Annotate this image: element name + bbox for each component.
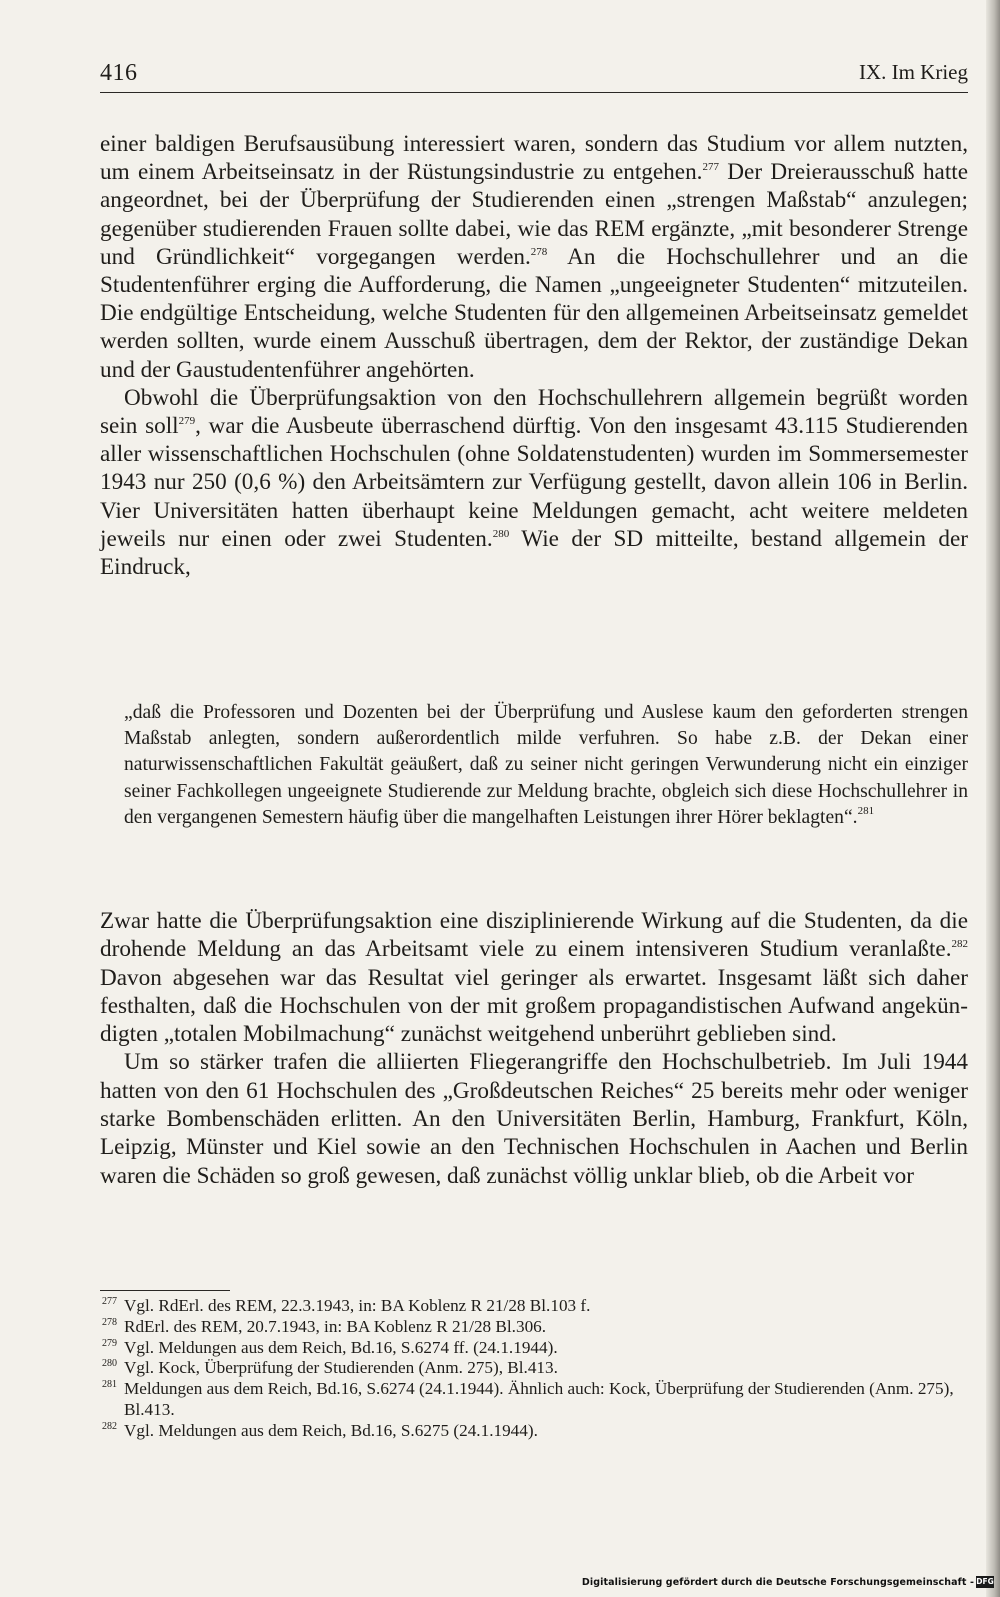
paragraph-2-text-a: Obwohl die Überprüfungsaktion von den Hochschullehrern allgemein begrüßt worden sein soll [100,384,968,440]
footnote-281 [100,1379,968,1421]
main-text-lower [100,907,968,1190]
page-edge-shadow [986,0,1000,1597]
paragraph-3-text-a: Zwar hatte die Überprüfungsaktion eine disziplinierende Wirkung auf die Studenten, da die drohende Meldung an das Arbeitsamt viele zu einem intensiveren Studium veranlaßte. [100,908,968,963]
paragraph-2 [100,384,968,581]
page-number: 416 [100,60,138,86]
paragraph-3 [100,907,968,1048]
footnote-ref-280: 280 [492,527,510,540]
footnote-number: 279 [102,1337,117,1349]
dfg-logo: DFG [976,1577,994,1586]
footnotes [100,1296,968,1442]
footnote-277 [100,1296,968,1317]
paragraph-1-text-a: einer baldigen Berufsausübung interessiert waren, sondern das Studium vor allem nutzten, um einem Arbeitseinsatz in der Rüstungsindustrie zu entgehen. [100,131,968,186]
footnote-text: Vgl. RdErl. des REM, 22.3.1943, in: BA Koblenz R 21/28 Bl.103 f. [124,1296,591,1315]
footnote-ref-278: 278 [530,245,548,258]
footnote-text: Vgl. Meldungen aus dem Reich, Bd.16, S.6274 ff. (24.1.1944). [124,1337,558,1357]
paragraph-1-text-c: An die Hochschullehrer und an die Studentenführer erging die Aufforderung, die Namen „ungeeigneter Studenten“ mitzuteilen. Die endgültige Entscheidung, welche Studenten für den allgemeinen Arbeitseinsatz gemeldet werden sollten, wurde einem Ausschuß übertragen, dem der Rektor, der zuständige Dekan und der Gaustudentenführer angehörten. [100,243,968,383]
footnote-280 [100,1358,968,1379]
footnote-ref-282: 282 [951,938,968,951]
page-header [100,60,968,93]
footnote-278 [100,1317,968,1338]
paragraph-1-text-b: Der Dreierausschuß hatte angeordnet, bei der Überprüfung der Studierenden einen „strengen Maßstab“ anzulegen; gegenüber studierenden Frauen sollte dabei, wie das REM ergänzte, „mit besonderer Strenge und Gründlichkeit“ vorgegangen werden. [100,159,969,270]
footnote-text: Vgl. Kock, Überprüfung der Studierenden (Anm. 275), Bl.413. [124,1358,558,1378]
quote-text: „daß die Professoren und Dozenten bei der Überprüfung und Auslese kaum den geforderten strengen Maßstab anlegten, sondern außerordentlich milde verfuhren. So habe z.B. der Dekan einer naturwissenschaftlichen Fakultät geäußert, daß zu seiner nicht geringen Verwunderung nicht ein einziger seiner Fachkollegen ungeeignete Studierende zur Meldung brachte, obgleich sich diese Hochschullehrer in den vergangenen Semestern häufig über die mangelhaften Leistungen ihrer Hörer beklagten“. [124,702,968,828]
footnote-ref-279: 279 [178,415,196,428]
quote-paragraph [124,700,968,831]
digitization-credit: Digitalisierung gefördert durch die Deutsche Forschungsgemeinschaft - [581,1577,974,1588]
footnote-ref-281: 281 [857,804,875,817]
footnote-number: 280 [102,1358,117,1370]
footnote-text: RdErl. des REM, 20.7.1943, in: BA Koblenz R 21/28 Bl.306. [124,1316,547,1336]
footnote-number: 277 [102,1296,117,1307]
footnote-number: 281 [102,1379,117,1391]
footnote-text: Vgl. Meldungen aus dem Reich, Bd.16, S.6275 (24.1.1944). [124,1420,538,1440]
footnote-text: Meldungen aus dem Reich, Bd.16, S.6274 (24.1.1944). Ähnlich auch: Kock, Überprüfung der Studierenden (Anm. 275), Bl.413. [124,1379,954,1419]
paragraph-1 [100,130,968,384]
footnote-number: 278 [102,1316,117,1328]
footnote-ref-277: 277 [702,161,719,174]
footnote-279 [100,1338,968,1359]
footnote-divider [100,1290,230,1291]
running-head: IX. Im Krieg [858,60,968,84]
paragraph-2-text-c: Wie der SD mitteilte, bestand allgemein der Eindruck, [100,525,969,581]
paragraph-3-text-b: Davon abgesehen war das Resultat viel geringer als erwartet. Insgesamt läßt sich daher festhalten, daß die Hochschulen von der mit großem propagandistischen Aufwand angekündigten „totalen Mobilmachung“ zunächst weitgehend unberührt geblieben sind. [100,964,968,1048]
paragraph-2-text-b: , war die Ausbeute überraschend dürftig. Von den insgesamt 43.115 Studierenden aller wissenschaftlichen Hochschulen (ohne Soldatenstudenten) wurden im Sommersemester 1943 nur 250 (0,6 %) den Arbeitsämtern zur Verfügung gestellt, davon allein 106 in Berlin. Vier Universitäten hatten überhaupt keine Meldungen gemacht, acht weitere meldeten jeweils nur einen oder zwei Studenten. [100,413,968,552]
block-quote [124,700,968,831]
footnote-number: 282 [102,1420,117,1432]
main-text-upper [100,130,968,581]
footnote-282 [100,1421,968,1442]
paragraph-4: Um so stärker trafen die alliierten Fliegerangriffe den Hochschulbetrieb. Im Juli 1944 hatten von den 61 Hochschulen des „Großdeutschen Reiches“ 25 bereits mehr oder weniger starke Bombenschäden erlitten. An den Universitäten Berlin, Hamburg, Frankfurt, Köln, Leipzig, Münster und Kiel sowie an den Technischen Hochschulen in Aachen und Berlin waren die Schäden so groß gewesen, daß zunächst völlig unklar blieb, ob die Arbeit vor [100,1049,968,1189]
